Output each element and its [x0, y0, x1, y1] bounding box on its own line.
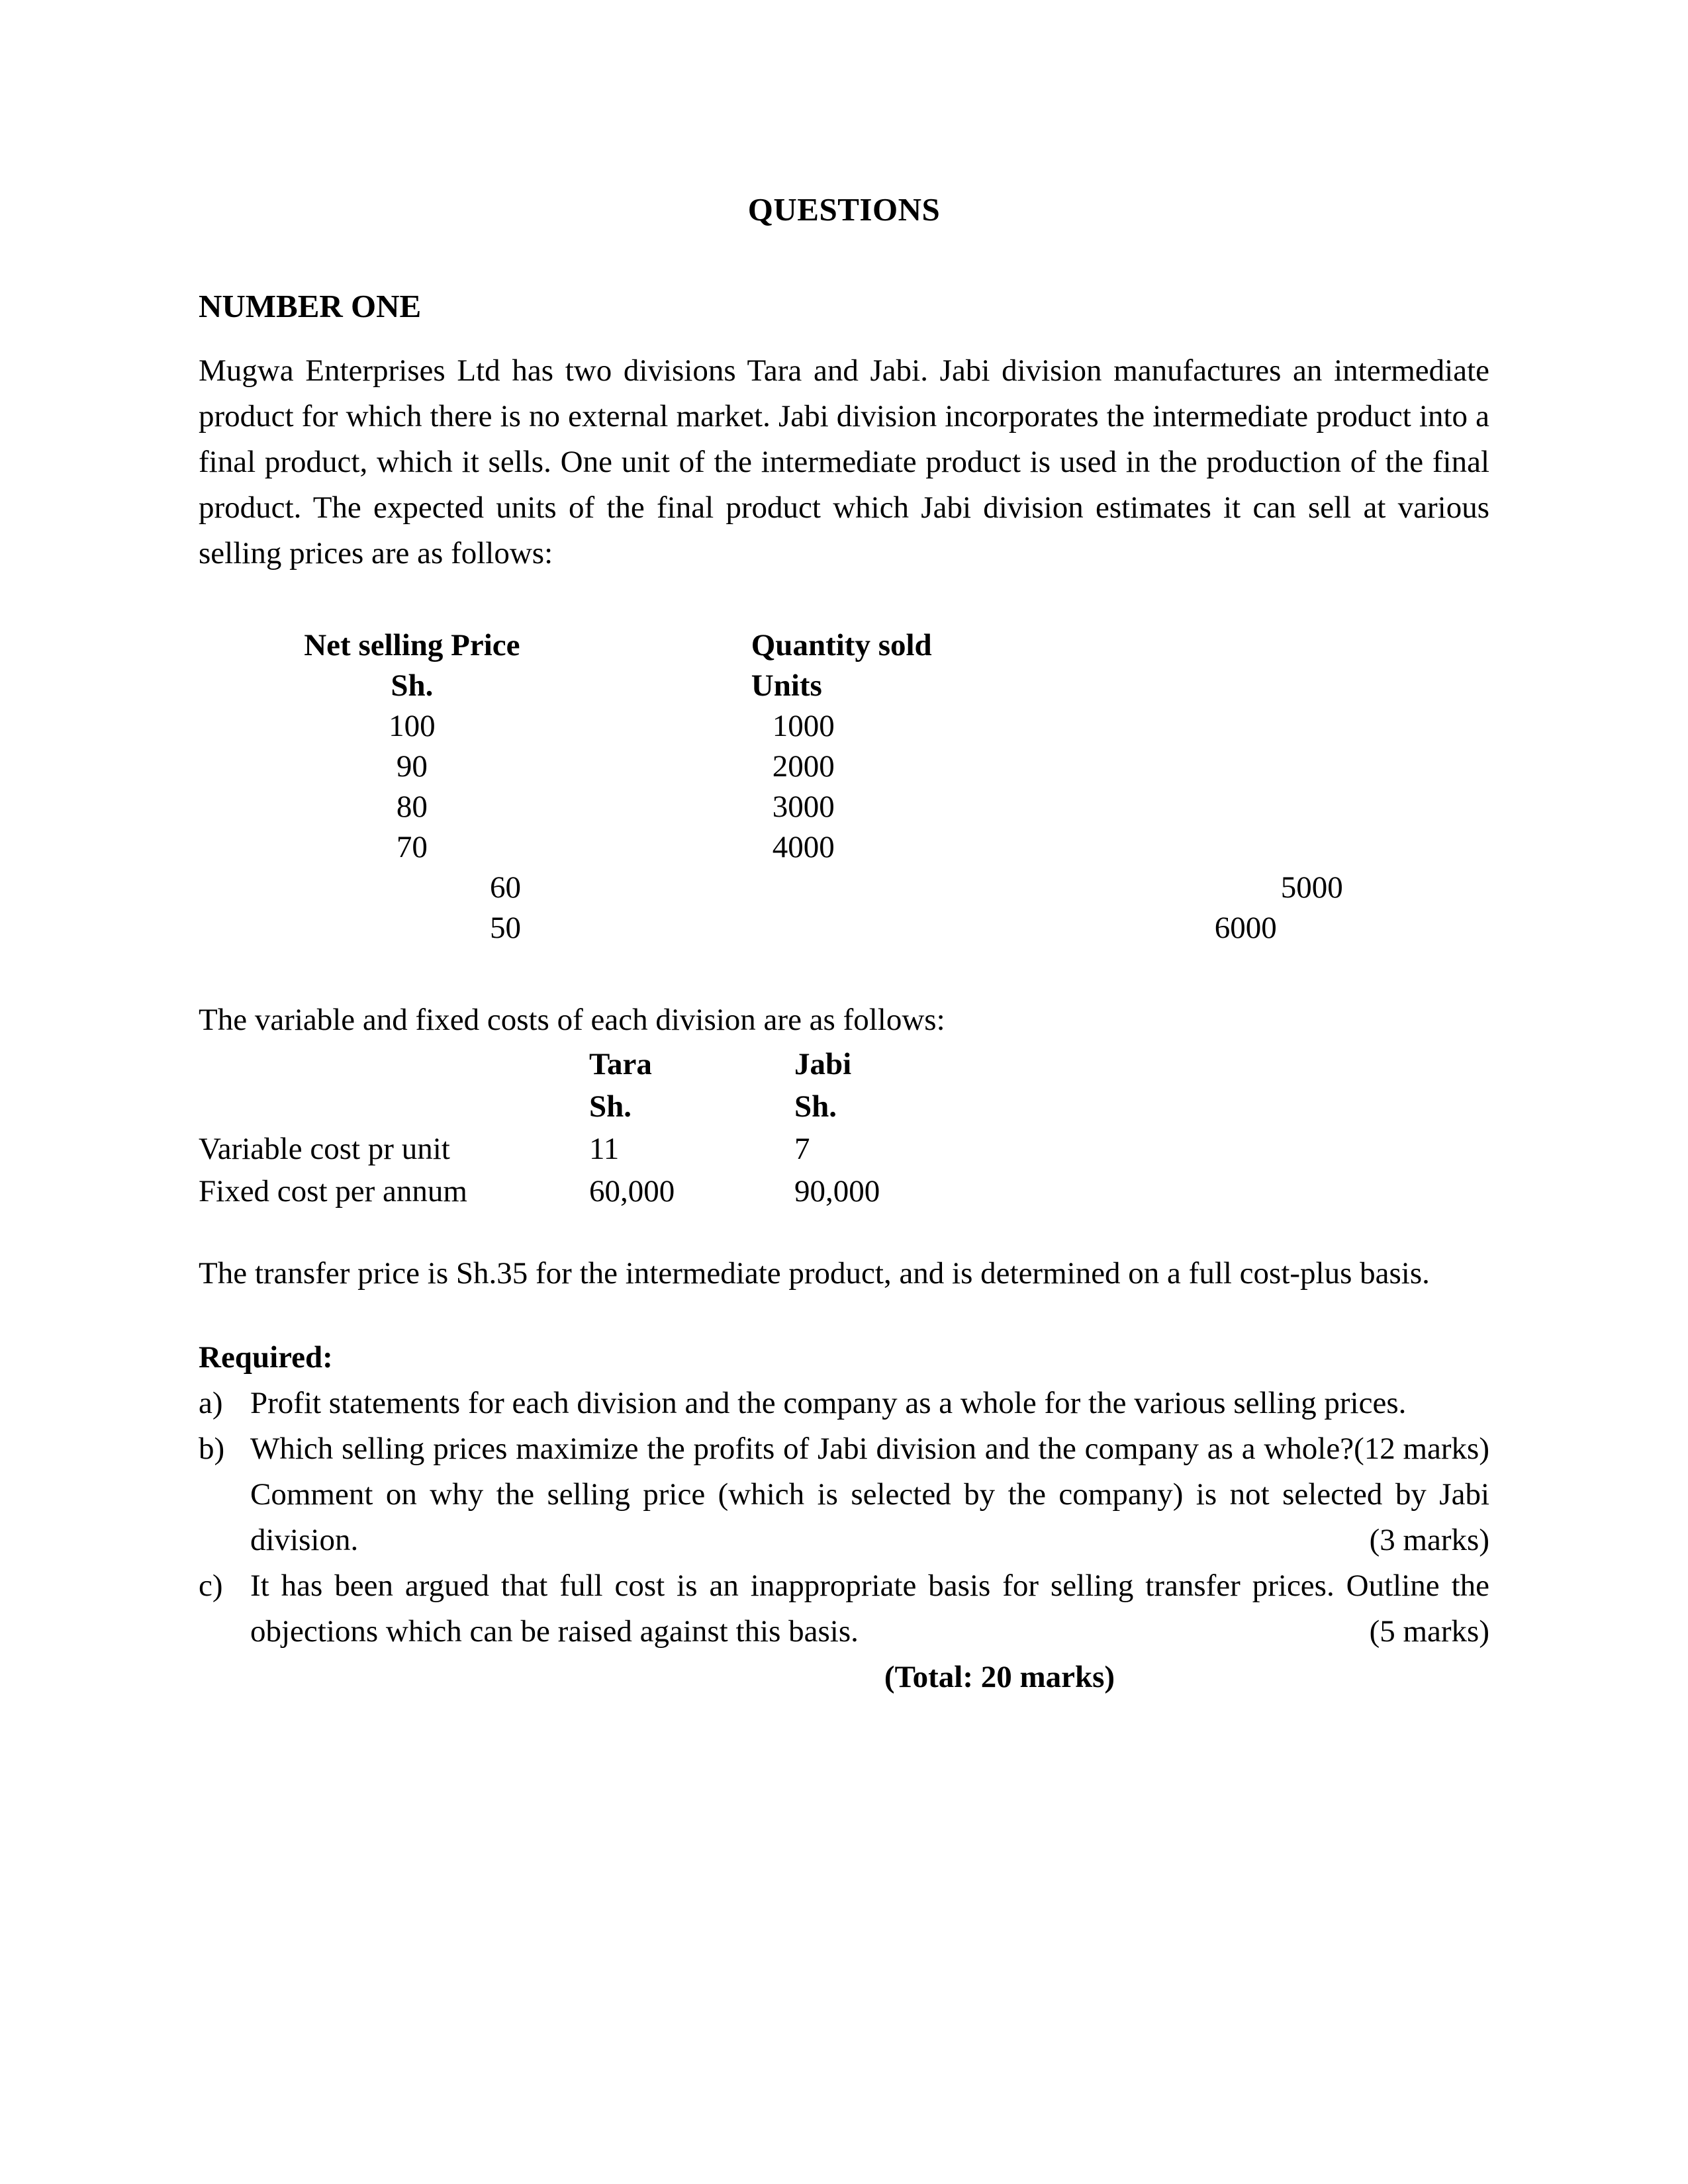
- cell-quantity: 3000: [772, 790, 835, 824]
- table-row: [199, 1170, 1489, 1212]
- cell-price: 60: [490, 870, 521, 905]
- table-row: [199, 787, 1489, 827]
- header-price-unit: Sh.: [391, 668, 434, 703]
- spacer: [199, 576, 1489, 625]
- table-header-row-1: [199, 625, 1489, 666]
- header-tara: Tara: [589, 1047, 652, 1081]
- list-item-marker: a): [199, 1386, 223, 1420]
- transfer-price-paragraph: The transfer price is Sh.35 for the intermediate product, and is determined on a full cost-plus basis.: [199, 1256, 1430, 1291]
- cost-table-body: [199, 1128, 1489, 1212]
- header-jabi-unit: Sh.: [794, 1089, 837, 1124]
- header-quantity-unit: Units: [751, 668, 822, 703]
- cell-price: 100: [389, 709, 436, 743]
- cell-jabi-value: 90,000: [794, 1174, 880, 1208]
- list-item-marks: (3 marks): [1369, 1523, 1489, 1557]
- list-item-text: [250, 1381, 1489, 1466]
- required-list: [199, 1381, 1489, 1655]
- list-item-body: It has been argued that full cost is an inappropriate basis for selling transfer prices. Outline the objections which can be raised against this basis.: [250, 1569, 1489, 1649]
- list-item-marks: (5 marks): [1369, 1614, 1489, 1649]
- cell-quantity: 6000: [1214, 911, 1277, 945]
- table-header-row-1: [199, 1043, 1489, 1085]
- header-quantity-sold: Quantity sold: [751, 628, 932, 662]
- page-title: QUESTIONS: [747, 191, 941, 228]
- costs-intro-paragraph: The variable and fixed costs of each division are as follows:: [199, 1003, 945, 1037]
- cell-jabi-value: 7: [794, 1132, 810, 1166]
- table-row: [199, 1128, 1489, 1170]
- table-row: [199, 868, 1489, 908]
- list-item-text: [250, 1563, 1489, 1655]
- table-row: [199, 706, 1489, 747]
- price-table-body: [199, 706, 1489, 948]
- cell-price: 90: [396, 749, 428, 784]
- cell-cost-label: Fixed cost per annum: [199, 1174, 467, 1208]
- table-row: [199, 747, 1489, 787]
- cell-tara-value: 60,000: [589, 1174, 675, 1208]
- section-heading-number-one: NUMBER ONE: [199, 288, 422, 324]
- table-row: [199, 908, 1489, 948]
- list-item-marker: c): [199, 1569, 223, 1603]
- cell-empty: [199, 1043, 589, 1085]
- table-header-row-2: [199, 1085, 1489, 1128]
- total-marks: (Total: 20 marks): [884, 1660, 1115, 1694]
- cell-cost-label: Variable cost pr unit: [199, 1132, 450, 1166]
- cell-quantity: 1000: [772, 709, 835, 743]
- list-item-marks: (12 marks): [1354, 1432, 1489, 1466]
- list-item-marker: b): [199, 1432, 225, 1466]
- price-table-head: [199, 625, 1489, 706]
- cell-tara-value: 11: [589, 1132, 620, 1166]
- cell-empty: [199, 1085, 589, 1128]
- list-item: [199, 1563, 1489, 1655]
- header-tara-unit: Sh.: [589, 1089, 632, 1124]
- list-item: [199, 1381, 1489, 1466]
- cell-quantity: 4000: [772, 830, 835, 864]
- list-item-body: Profit statements for each division and the company as a whole for the various selling prices.: [250, 1386, 1407, 1420]
- list-item: [199, 1426, 1489, 1563]
- cost-table-head: [199, 1043, 1489, 1128]
- table-row: [199, 827, 1489, 868]
- list-item-body: Which selling prices maximize the profits of Jabi division and the company as a whole? Comment on why the selling price (which is selected by the company) is not selected by Jabi division.: [250, 1432, 1489, 1557]
- page-content: [199, 0, 1489, 1700]
- intro-paragraph: Mugwa Enterprises Ltd has two divisions Tara and Jabi. Jabi division manufactures an intermediate product for which there is no external market. Jabi division incorporates the intermediate product into a final product, which it sells. One unit of the intermediate product is used in the production of the final product. The expected units of the final product which Jabi division estimates it can sell at various selling prices are as follows:: [199, 353, 1489, 570]
- cell-quantity: 2000: [772, 749, 835, 784]
- spacer: [199, 1297, 1489, 1335]
- required-label: Required:: [199, 1340, 333, 1375]
- list-item-text: [250, 1426, 1489, 1563]
- cell-price: 50: [490, 911, 521, 945]
- cell-quantity: 5000: [1280, 870, 1343, 905]
- spacer: [199, 948, 1489, 997]
- table-header-row-2: [199, 666, 1489, 706]
- price-quantity-table: [199, 625, 1489, 948]
- cell-price: 80: [396, 790, 428, 824]
- division-cost-table: [199, 1043, 1489, 1212]
- cell-price: 70: [396, 830, 428, 864]
- header-jabi: Jabi: [794, 1047, 852, 1081]
- header-net-selling-price: Net selling Price: [304, 628, 520, 662]
- spacer: [199, 1212, 1489, 1251]
